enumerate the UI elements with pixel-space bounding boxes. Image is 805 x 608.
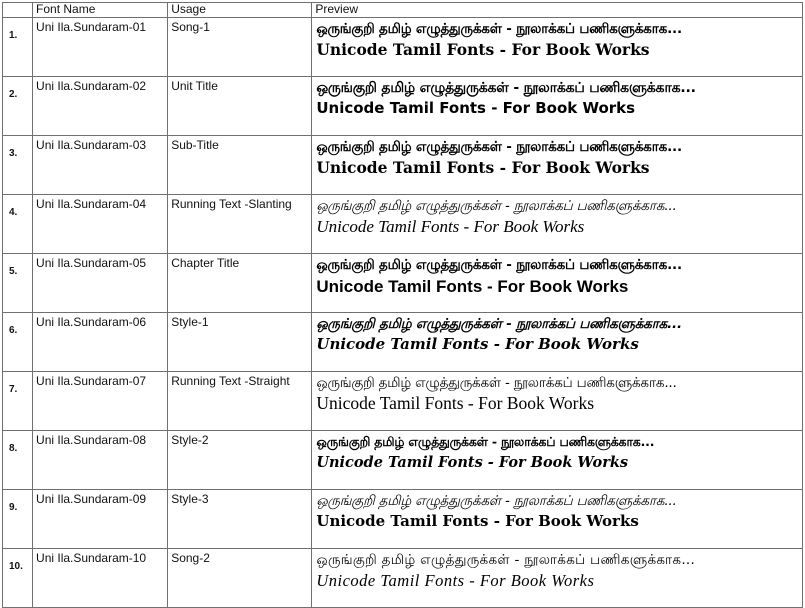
preview-english-text: Unicode Tamil Fonts - For Book Works xyxy=(316,454,629,471)
table-row xyxy=(3,136,803,195)
row-number: 8. xyxy=(3,431,33,490)
table-row xyxy=(3,77,803,136)
font-name-cell: Uni Ila.Sundaram-05 xyxy=(33,254,168,313)
usage-cell: Song-1 xyxy=(168,18,312,77)
usage-cell: Style-3 xyxy=(168,490,312,549)
header-font-name: Font Name xyxy=(33,3,168,18)
preview-tamil-text: ஒருங்குறி தமிழ் எழுத்துருக்கள் - நூலாக்கப் பணிகளுக்காக... xyxy=(316,434,655,449)
row-number: 9. xyxy=(3,490,33,549)
preview-tamil-text: ஒருங்குறி தமிழ் எழுத்துருக்கள் - நூலாக்கப் பணிகளுக்காக... xyxy=(316,21,682,37)
table-body xyxy=(3,18,803,608)
preview-tamil-text: ஒருங்குறி தமிழ் எழுத்துருக்கள் - நூலாக்கப் பணிகளுக்காக... xyxy=(316,139,682,155)
font-name-cell: Uni Ila.Sundaram-04 xyxy=(33,195,168,254)
preview-tamil-text: ஒருங்குறி தமிழ் எழுத்துருக்கள் - நூலாக்கப் பணிகளுக்காக... xyxy=(316,198,677,214)
table-row xyxy=(3,18,803,77)
font-name-cell: Uni Ila.Sundaram-06 xyxy=(33,313,168,372)
table-row xyxy=(3,195,803,254)
row-number: 7. xyxy=(3,372,33,431)
preview-cell xyxy=(312,195,803,254)
preview-english-text: Unicode Tamil Fonts - For Book Works xyxy=(316,277,629,296)
usage-cell: Running Text -Straight xyxy=(168,372,312,431)
preview-english-text: Unicode Tamil Fonts - For Book Works xyxy=(316,571,595,590)
header-usage: Usage xyxy=(168,3,312,18)
preview-english-text: Unicode Tamil Fonts - For Book Works xyxy=(316,99,636,117)
row-number: 3. xyxy=(3,136,33,195)
row-number: 4. xyxy=(3,195,33,254)
preview-cell xyxy=(312,549,803,608)
preview-cell xyxy=(312,18,803,77)
preview-tamil-text: ஒருங்குறி தமிழ் எழுத்துருக்கள் - நூலாக்கப் பணிகளுக்காக... xyxy=(316,316,682,332)
header-preview: Preview xyxy=(312,3,803,18)
table-row xyxy=(3,372,803,431)
preview-cell xyxy=(312,372,803,431)
row-number: 5. xyxy=(3,254,33,313)
preview-tamil-text: ஒருங்குறி தமிழ் எழுத்துருக்கள் - நூலாக்கப் பணிகளுக்காக... xyxy=(316,375,677,391)
header-row xyxy=(3,3,803,18)
table-row xyxy=(3,431,803,490)
preview-cell xyxy=(312,77,803,136)
preview-english-text: Unicode Tamil Fonts - For Book Works xyxy=(316,40,650,59)
usage-cell: Song-2 xyxy=(168,549,312,608)
font-name-cell: Uni Ila.Sundaram-08 xyxy=(33,431,168,490)
table-row xyxy=(3,313,803,372)
preview-english-text: Unicode Tamil Fonts - For Book Works xyxy=(316,393,595,413)
usage-cell: Sub-Title xyxy=(168,136,312,195)
usage-cell: Unit Title xyxy=(168,77,312,136)
font-name-cell: Uni Ila.Sundaram-01 xyxy=(33,18,168,77)
row-number: 6. xyxy=(3,313,33,372)
font-name-cell: Uni Ila.Sundaram-07 xyxy=(33,372,168,431)
table-row xyxy=(3,254,803,313)
table-row xyxy=(3,549,803,608)
preview-cell xyxy=(312,254,803,313)
preview-english-text: Unicode Tamil Fonts - For Book Works xyxy=(316,158,650,177)
usage-cell: Style-1 xyxy=(168,313,312,372)
row-number: 2. xyxy=(3,77,33,136)
row-number: 10. xyxy=(3,549,33,608)
font-name-cell: Uni Ila.Sundaram-10 xyxy=(33,549,168,608)
font-name-cell: Uni Ila.Sundaram-03 xyxy=(33,136,168,195)
usage-cell: Running Text -Slanting xyxy=(168,195,312,254)
table-header xyxy=(3,3,803,18)
usage-cell: Chapter Title xyxy=(168,254,312,313)
table-row xyxy=(3,490,803,549)
font-name-cell: Uni Ila.Sundaram-09 xyxy=(33,490,168,549)
header-number xyxy=(3,3,33,18)
preview-cell xyxy=(312,313,803,372)
preview-cell xyxy=(312,431,803,490)
preview-cell xyxy=(312,490,803,549)
usage-cell: Style-2 xyxy=(168,431,312,490)
preview-tamil-text: ஒருங்குறி தமிழ் எழுத்துருக்கள் - நூலாக்கப் பணிகளுக்காக... xyxy=(316,552,696,568)
preview-cell xyxy=(312,136,803,195)
preview-tamil-text: ஒருங்குறி தமிழ் எழுத்துருக்கள் - நூலாக்கப் பணிகளுக்காக... xyxy=(316,80,696,96)
preview-tamil-text: ஒருங்குறி தமிழ் எழுத்துருக்கள் - நூலாக்கப் பணிகளுக்காக... xyxy=(316,257,682,273)
preview-tamil-text: ஒருங்குறி தமிழ் எழுத்துருக்கள் - நூலாக்கப் பணிகளுக்காக... xyxy=(316,493,677,509)
preview-english-text: Unicode Tamil Fonts - For Book Works xyxy=(316,217,585,236)
preview-english-text: Unicode Tamil Fonts - For Book Works xyxy=(316,512,639,530)
preview-english-text: Unicode Tamil Fonts - For Book Works xyxy=(316,335,639,353)
font-samples-table xyxy=(2,2,803,608)
row-number: 1. xyxy=(3,18,33,77)
font-name-cell: Uni Ila.Sundaram-02 xyxy=(33,77,168,136)
